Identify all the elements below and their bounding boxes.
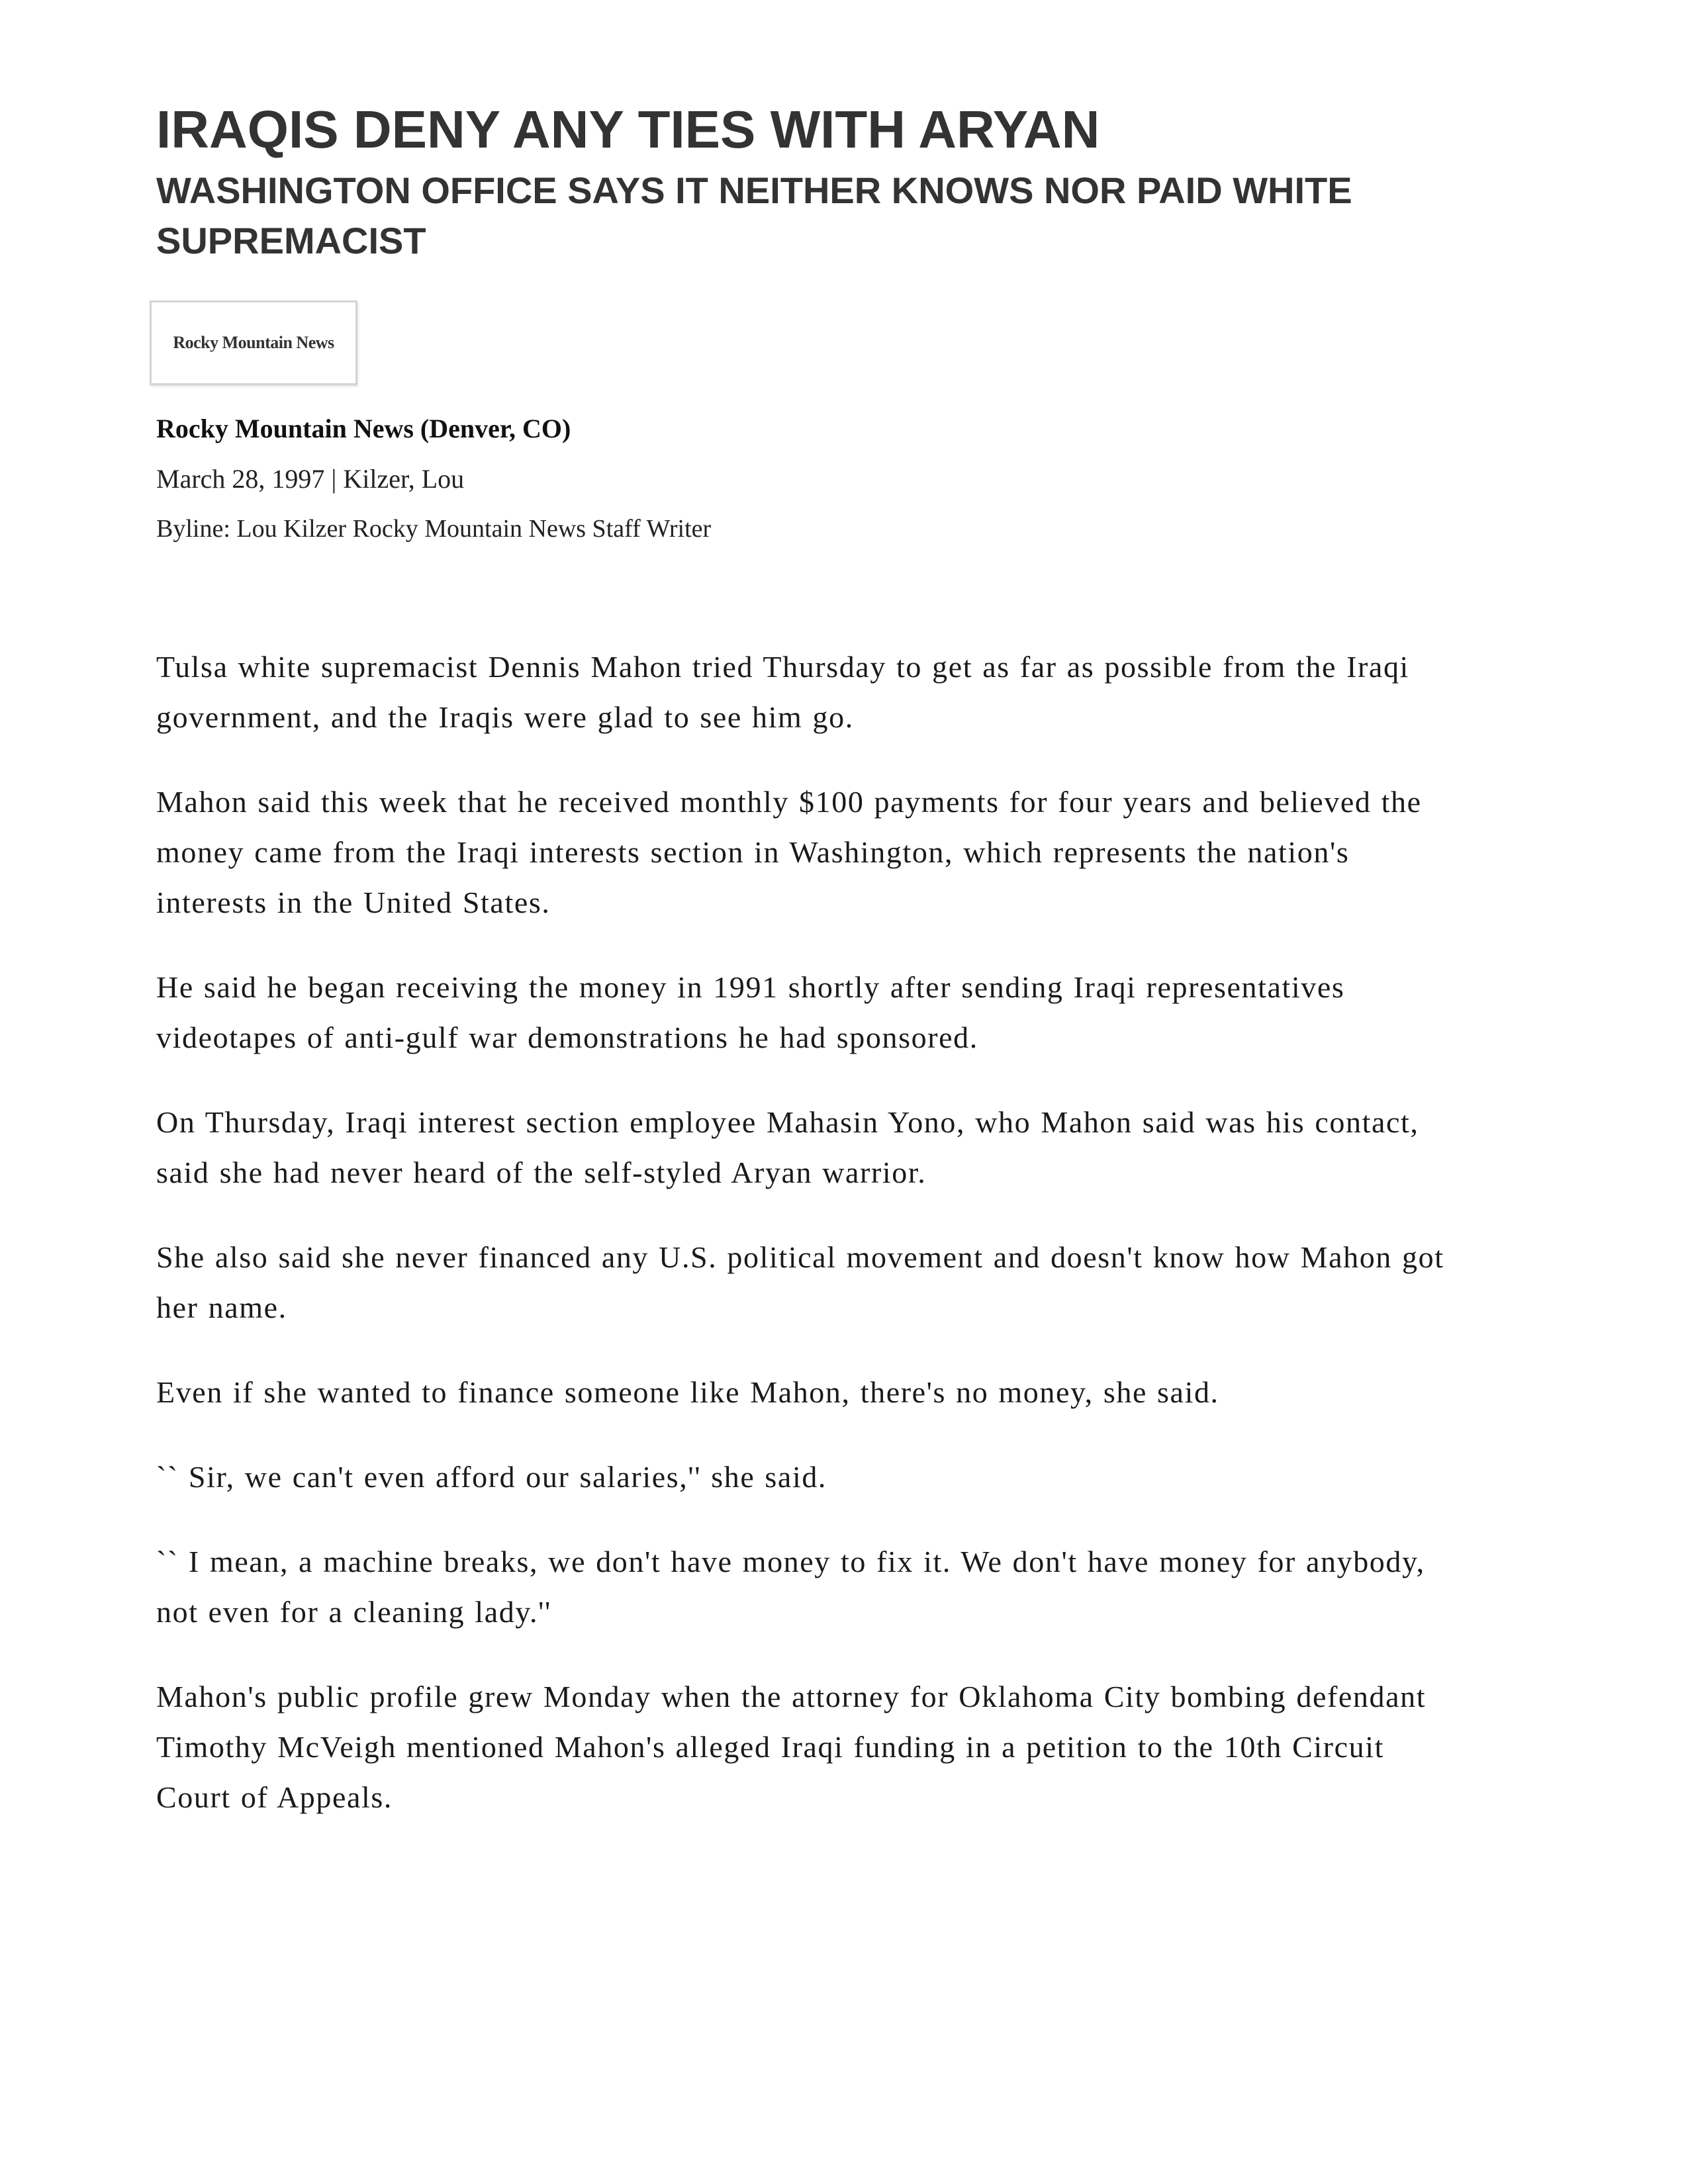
- article-paragraph: Mahon said this week that he received monthly $100 payments for four years and believed the money came from the Iraqi interests section in Washington, which represents the nation's interests in the United States.: [156, 785, 1422, 919]
- article-paragraph: She also said she never financed any U.S. political movement and doesn't know how Mahon got her name.: [156, 1240, 1444, 1324]
- article-paragraph: `` Sir, we can't even afford our salaries,'' she said.: [156, 1460, 827, 1494]
- headline: IRAQIS DENY ANY TIES WITH ARYAN: [156, 100, 1100, 159]
- article-paragraph: He said he began receiving the money in 1991 shortly after sending Iraqi representatives videotapes of anti-gulf war demonstrations he had sponsored.: [156, 970, 1345, 1054]
- article-paragraph: Mahon's public profile grew Monday when the attorney for Oklahoma City bombing defendant Timothy McVeigh mentioned Mahon's alleged Iraqi funding in a petition to the 10th Circuit Court of Appeals.: [156, 1680, 1427, 1814]
- article-paragraph: Tulsa white supremacist Dennis Mahon tried Thursday to get as far as possible from the Iraqi government, and the Iraqis were glad to see him go.: [156, 650, 1409, 734]
- publication-logo: [150, 300, 357, 385]
- article-page: [156, 99, 1480, 1857]
- subheadline: WASHINGTON OFFICE SAYS IT NEITHER KNOWS NOR PAID WHITE SUPREMACIST: [156, 169, 1352, 261]
- publication-source: Rocky Mountain News (Denver, CO): [156, 414, 571, 443]
- article-paragraph: Even if she wanted to finance someone like Mahon, there's no money, she said.: [156, 1375, 1219, 1409]
- article-paragraph: `` I mean, a machine breaks, we don't have money to fix it. We don't have money for anybody, not even for a cleaning lady.'': [156, 1545, 1425, 1629]
- byline: Byline: Lou Kilzer Rocky Mountain News Staff Writer: [156, 515, 712, 543]
- article-paragraph: On Thursday, Iraqi interest section employee Mahasin Yono, who Mahon said was his contact, said she had never heard of the self-styled Aryan warrior.: [156, 1105, 1419, 1189]
- dateline: March 28, 1997 | Kilzer, Lou: [156, 464, 465, 494]
- article-body: [156, 642, 1454, 1823]
- publication-logo-text: Rocky Mountain News: [173, 333, 334, 352]
